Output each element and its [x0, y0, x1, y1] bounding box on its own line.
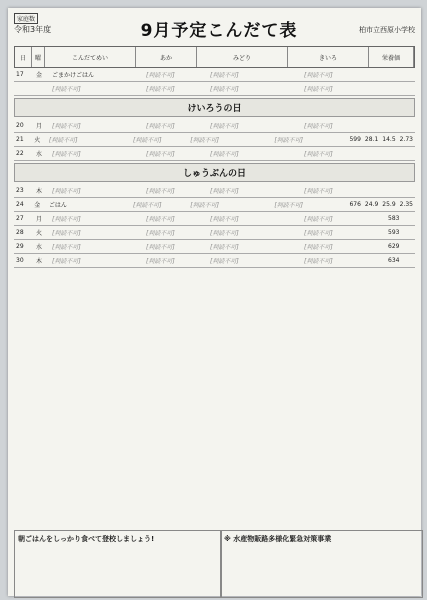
- row-date: 28: [16, 229, 24, 236]
- row-date: 23: [16, 187, 24, 194]
- row-date: 20: [16, 122, 24, 129]
- row-kcal: 634: [388, 257, 400, 264]
- row-green: [判読不可]: [210, 258, 239, 265]
- row-f: 25.9: [382, 201, 396, 208]
- seafood-notice: [220, 530, 423, 598]
- row-menu: [判読不可]: [52, 258, 81, 265]
- row-red: [判読不可]: [146, 216, 175, 223]
- row-red: [判読不可]: [132, 137, 162, 144]
- footnotes: [14, 482, 415, 522]
- menu-row: [14, 212, 415, 226]
- row-salt: 2.35: [399, 201, 413, 208]
- school-year: 令和3年度: [14, 25, 52, 34]
- menu-row: [14, 82, 415, 96]
- row-p: 24.9: [364, 201, 379, 208]
- menu-row: [14, 254, 415, 268]
- col-nutrition: 栄養価: [369, 47, 414, 67]
- row-kcal: 629: [388, 243, 400, 250]
- row-green: [判読不可]: [210, 151, 239, 158]
- week-band: けいろうの日: [14, 98, 415, 117]
- week-band: しゅうぶんの日: [14, 163, 415, 182]
- row-yellow: [判読不可]: [304, 72, 333, 79]
- row-salt: 2.73: [399, 136, 413, 143]
- row-menu: [判読不可]: [52, 216, 81, 223]
- column-headers: [14, 46, 415, 68]
- row-menu: [判読不可]: [52, 86, 81, 93]
- row-kcal: 599: [349, 136, 361, 143]
- row-menu: [判読不可]: [52, 188, 81, 195]
- row-date: 17: [16, 71, 24, 78]
- row-red: [判読不可]: [146, 86, 175, 93]
- col-menu: こんだてめい: [45, 47, 136, 67]
- row-date: 24: [16, 201, 24, 208]
- breakfast-notice: [14, 530, 222, 598]
- row-menu: ごまかけごはん: [52, 72, 95, 79]
- row-yellow: [判読不可]: [304, 151, 333, 158]
- menu-row: [14, 133, 415, 147]
- menu-rows: [14, 68, 415, 478]
- menu-row: [14, 198, 415, 212]
- header: [14, 13, 415, 45]
- menu-row: [14, 68, 415, 82]
- menu-sheet: [8, 8, 421, 596]
- row-yellow: [判読不可]: [304, 123, 333, 130]
- row-yellow: [判読不可]: [304, 188, 333, 195]
- row-f: 14.5: [382, 136, 396, 143]
- row-yellow: [判読不可]: [274, 137, 304, 144]
- row-green: [判読不可]: [210, 123, 239, 130]
- row-green: [判読不可]: [210, 72, 239, 79]
- col-weekday: 曜: [32, 47, 45, 67]
- row-menu: [判読不可]: [52, 123, 81, 130]
- row-yellow: [判読不可]: [304, 216, 333, 223]
- row-date: 30: [16, 257, 24, 264]
- row-kcal: 676: [349, 201, 361, 208]
- row-red: [判読不可]: [146, 230, 175, 237]
- row-menu: [判読不可]: [52, 230, 81, 237]
- row-green: [判読不可]: [210, 244, 239, 251]
- row-green: [判読不可]: [210, 230, 239, 237]
- row-weekday: 木: [36, 188, 43, 195]
- menu-row: [14, 226, 415, 240]
- row-yellow: [判読不可]: [274, 202, 304, 209]
- menu-row: [14, 119, 415, 133]
- row-weekday: 月: [36, 216, 43, 223]
- row-green: [判読不可]: [190, 137, 219, 144]
- col-green: みどり: [197, 47, 288, 67]
- row-weekday: 火: [34, 137, 41, 144]
- row-red: [判読不可]: [146, 188, 175, 195]
- row-yellow: [判読不可]: [304, 230, 333, 237]
- row-date: 22: [16, 150, 24, 157]
- row-kcal: 583: [388, 215, 400, 222]
- menu-row: [14, 147, 415, 161]
- row-weekday: 金: [34, 202, 41, 209]
- row-red: [判読不可]: [146, 244, 175, 251]
- row-p: 28.1: [364, 136, 379, 143]
- row-red: [判読不可]: [132, 202, 162, 209]
- col-yellow: きいろ: [288, 47, 369, 67]
- row-weekday: 水: [36, 244, 43, 251]
- row-menu: [判読不可]: [52, 151, 81, 158]
- menu-row: [14, 184, 415, 198]
- row-weekday: 火: [36, 230, 43, 237]
- row-yellow: [判読不可]: [304, 258, 333, 265]
- row-weekday: 木: [36, 258, 43, 265]
- row-red: [判読不可]: [146, 123, 175, 130]
- menu-row: [14, 240, 415, 254]
- row-green: [判読不可]: [190, 202, 219, 209]
- page-title: 9月予定こんだて表: [140, 21, 298, 41]
- row-date: 27: [16, 215, 24, 222]
- row-green: [判読不可]: [210, 216, 239, 223]
- row-date: 29: [16, 243, 24, 250]
- row-kcal: 593: [388, 229, 400, 236]
- row-weekday: 金: [36, 72, 43, 79]
- school-name: 柏市立西原小学校: [359, 26, 415, 34]
- seafood-notice-title: ※ 水産物販路多様化緊急対策事業: [224, 535, 332, 543]
- row-menu: ごはん: [48, 202, 67, 209]
- row-weekday: 月: [36, 123, 43, 130]
- row-menu: [判読不可]: [52, 244, 81, 251]
- col-date: 日: [15, 47, 32, 67]
- row-red: [判読不可]: [146, 72, 175, 79]
- row-menu: [判読不可]: [48, 137, 78, 144]
- row-yellow: [判読不可]: [304, 244, 333, 251]
- row-red: [判読不可]: [146, 258, 175, 265]
- row-green: [判読不可]: [210, 86, 239, 93]
- col-red: あか: [136, 47, 197, 67]
- row-weekday: 水: [36, 151, 43, 158]
- row-green: [判読不可]: [210, 188, 239, 195]
- breakfast-notice-title: 朝ごはんをしっかり食べて登校しましょう!: [18, 535, 155, 543]
- family-count-tag: 家庭数: [14, 13, 38, 24]
- row-red: [判読不可]: [146, 151, 175, 158]
- row-yellow: [判読不可]: [304, 86, 333, 93]
- row-date: 21: [16, 136, 24, 143]
